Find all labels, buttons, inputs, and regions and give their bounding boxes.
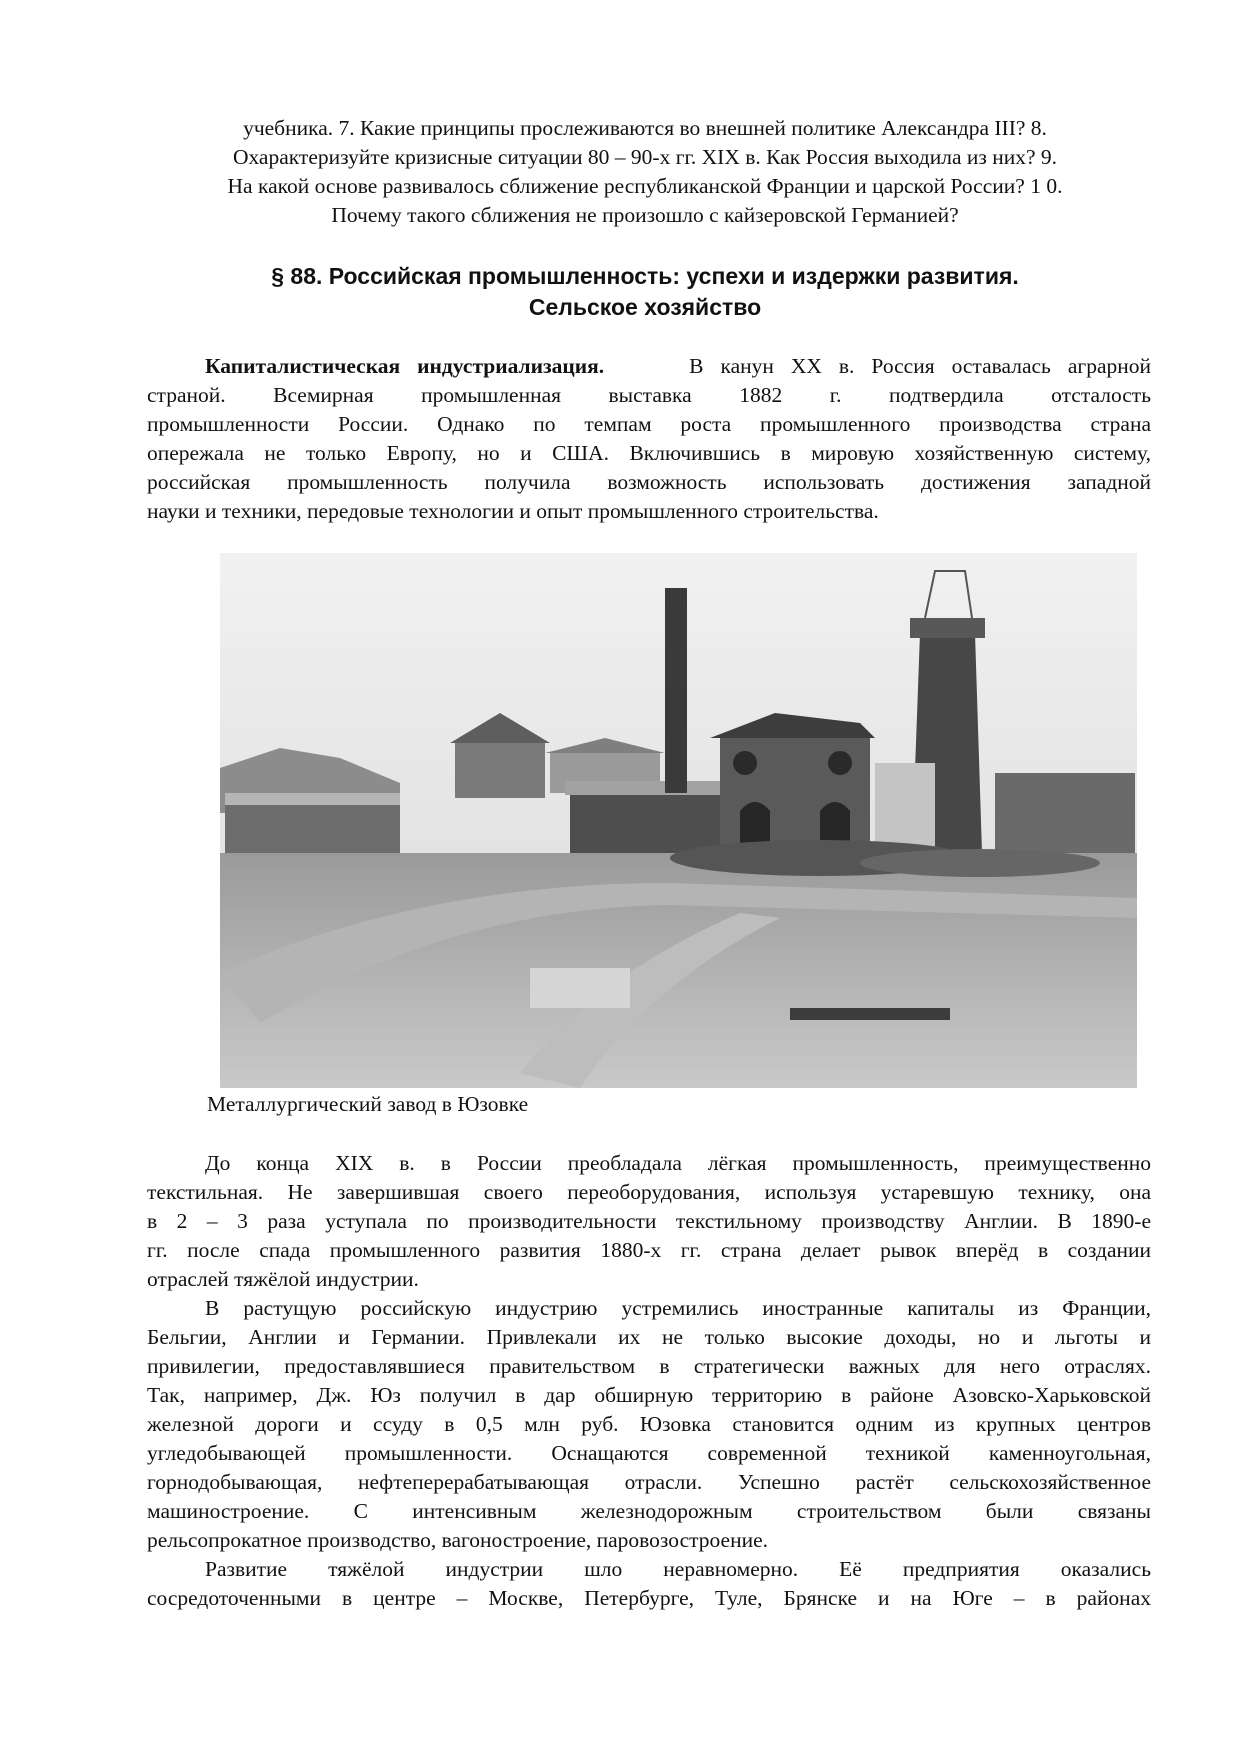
heading-line-1: § 88. Российская промышленность: успехи и издержки развития. bbox=[271, 263, 1019, 289]
body-paragraph-2 bbox=[147, 1294, 1151, 1555]
paragraph-line: рельсопрокатное производство, вагоностроение, паровозостроение. bbox=[147, 1528, 769, 1552]
paragraph-line: науки и техники, передовые технологии и опыт промышленного строительства. bbox=[147, 499, 879, 523]
paragraph-line: российская промышленность получила возможность использовать достижения западной bbox=[147, 470, 1151, 494]
intro-paragraph bbox=[147, 352, 1151, 526]
body-paragraph-3 bbox=[147, 1555, 1151, 1613]
paragraph-line: Бельгии, Англии и Германии. Привлекали их не только высокие доходы, но и льготы и bbox=[147, 1325, 1151, 1349]
paragraph-line: сосредоточенными в центре – Москве, Петербурге, Туле, Брянске и на Юге – в районах bbox=[147, 1586, 1151, 1610]
paragraph-line: текстильная. Не завершившая своего переоборудования, используя устаревшую технику, она bbox=[147, 1180, 1151, 1204]
paragraph-line: Развитие тяжёлой индустрии шло неравномерно. Её предприятия оказались bbox=[205, 1557, 1151, 1581]
heading-line-2: Сельское хозяйство bbox=[528, 294, 762, 320]
questions-line: учебника. 7. Какие принципы прослеживаются во внешней политике Александра III? 8. bbox=[243, 116, 1047, 140]
paragraph-line: угледобывающей промышленности. Оснащаются современной техникой каменноугольная, bbox=[147, 1441, 1151, 1465]
paragraph-line: До конца XIX в. в России преобладала лёгкая промышленность, преимущественно bbox=[205, 1151, 1151, 1175]
section-heading bbox=[147, 261, 1143, 323]
paragraph-text: В канун XX в. Россия оставалась аграрной bbox=[689, 354, 1152, 378]
factory-photo-illustration bbox=[220, 553, 1137, 1088]
paragraph-line: привилегии, предоставлявшиеся правительством в стратегически важных для него отраслях. bbox=[147, 1354, 1151, 1378]
paragraph-line: Так, например, Дж. Юз получил в дар обширную территорию в районе Азовско-Харьковской bbox=[147, 1383, 1151, 1407]
body-paragraph-1 bbox=[147, 1149, 1151, 1294]
paragraph-line: опережала не только Европу, но и США. Включившись в мировую хозяйственную систему, bbox=[147, 441, 1151, 465]
questions-line: Охарактеризуйте кризисные ситуации 80 – 90-х гг. XIX в. Как Россия выходила из них? 9. bbox=[232, 145, 1058, 169]
paragraph-line: промышленности России. Однако по темпам роста промышленного производства страна bbox=[147, 412, 1151, 436]
paragraph-line: машиностроение. С интенсивным железнодорожным строительством были связаны bbox=[147, 1499, 1151, 1523]
paragraph-line: железной дороги и ссуду в 0,5 млн руб. Юзовка становится одним из крупных центров bbox=[147, 1412, 1151, 1436]
paragraph-line: в 2 – 3 раза уступала по производительности текстильному производству Англии. В 1890-е bbox=[147, 1209, 1151, 1233]
figure-caption: Металлургический завод в Юзовке bbox=[207, 1092, 529, 1116]
questions-block bbox=[147, 114, 1143, 230]
subsection-title: Капиталистическая индустриализация. bbox=[205, 354, 605, 378]
paragraph-line: В растущую российскую индустрию устремились иностранные капиталы из Франции, bbox=[205, 1296, 1151, 1320]
paragraph-line: гг. после спада промышленного развития 1880-х гг. страна делает рывок вперёд в создании bbox=[147, 1238, 1151, 1262]
questions-line: Почему такого сближения не произошло с кайзеровской Германией? bbox=[331, 203, 959, 227]
factory-photo bbox=[220, 553, 1137, 1088]
paragraph-line: страной. Всемирная промышленная выставка 1882 г. подтвердила отсталость bbox=[147, 383, 1151, 407]
paragraph-line: отраслей тяжёлой индустрии. bbox=[147, 1267, 419, 1291]
paragraph-line: горнодобывающая, нефтеперерабатывающая отрасли. Успешно растёт сельскохозяйственное bbox=[147, 1470, 1151, 1494]
questions-line: На какой основе развивалось сближение республиканской Франции и царской России? 1 0. bbox=[227, 174, 1063, 198]
paragraph-line bbox=[147, 352, 1151, 381]
